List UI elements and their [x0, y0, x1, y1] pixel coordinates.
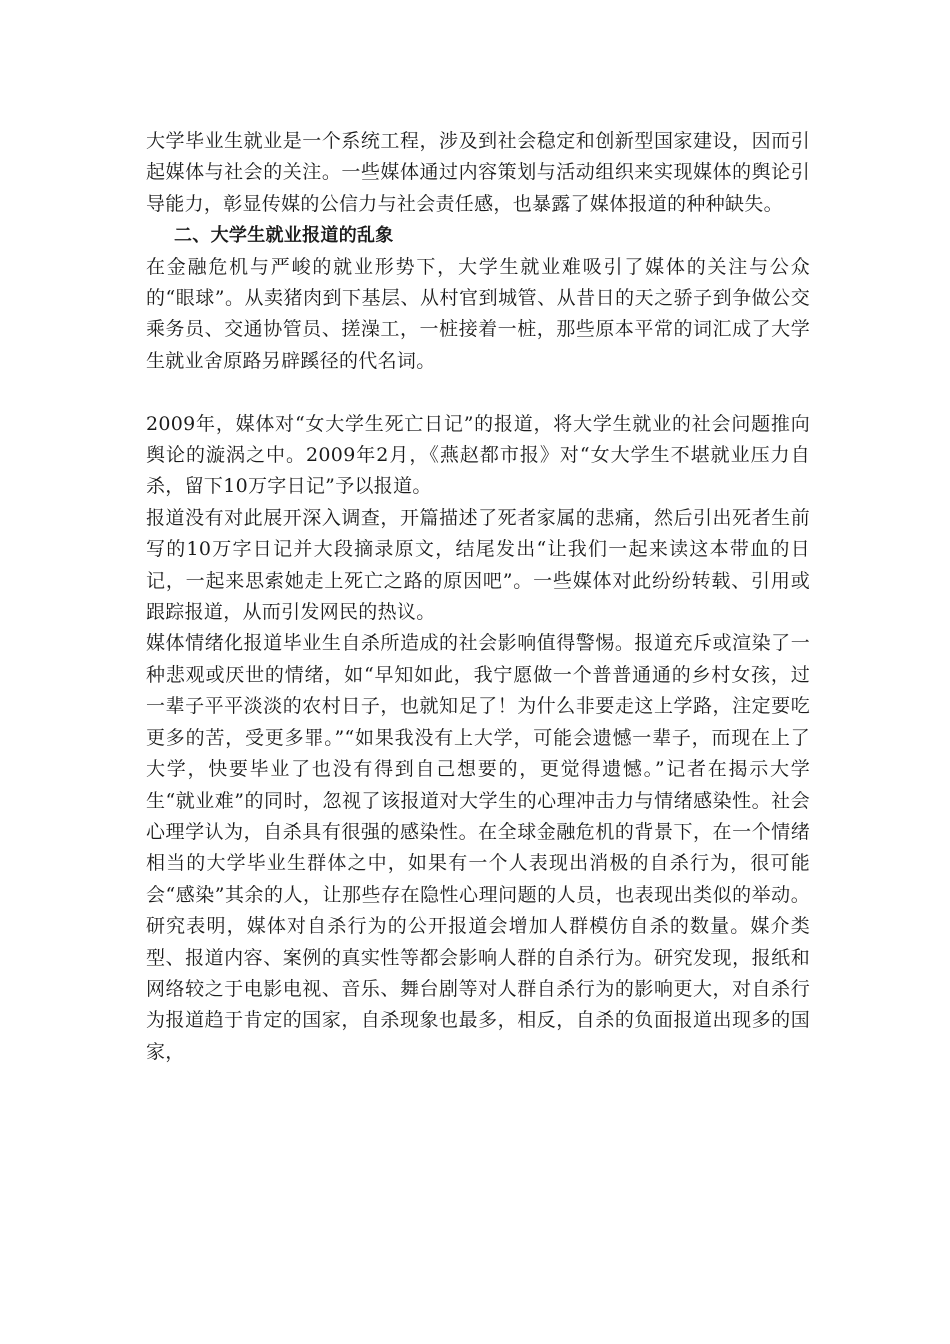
section-heading: 二、大学生就业报道的乱象 [174, 225, 394, 247]
paragraph-report-detail: 报道没有对此展开深入调查，开篇描述了死者家属的悲痛，然后引出死者生前写的10万字日记并大段摘录原文，结尾发出“让我们一起来读这本带血的日记，一起来思索她走上死亡之路的原因吧”。一些媒体对此纷纷转载、引用或跟踪报道，从而引发网民的热议。 [146, 506, 810, 624]
paragraph-intro: 大学毕业生就业是一个系统工程，涉及到社会稳定和创新型国家建设，因而引起媒体与社会的关注。一些媒体通过内容策划与活动组织来实现媒体的舆论引导能力，彰显传媒的公信力与社会责任感，也暴露了媒体报道的种种缺失。 [146, 130, 810, 215]
paragraph-gap [146, 377, 810, 408]
paragraph-chaos: 在金融危机与严峻的就业形势下，大学生就业难吸引了媒体的关注与公众的“眼球”。从卖猪肉到下基层、从村官到城管、从昔日的天之骄子到争做公交乘务员、交通协管员、搓澡工，一桩接着一桩，那些原本平常的词汇成了大学生就业舍原路另辟蹊径的代名词。 [146, 255, 810, 372]
paragraph-2009-report: 2009年，媒体对“女大学生死亡日记”的报道，将大学生就业的社会问题推向舆论的漩涡之中。2009年2月，《燕赵都市报》对“女大学生不堪就业压力自杀，留下10万字日记”予以报道。 [146, 412, 810, 498]
document-body [146, 126, 810, 1068]
paragraph-emotional-reporting: 媒体情绪化报道毕业生自杀所造成的社会影响值得警惕。报道充斥或渲染了一种悲观或厌世的情绪，如“早知如此，我宁愿做一个普普通通的乡村女孩，过一辈子平平淡淡的农村日子，也就知足了！为什么非要走这上学路，注定要吃更多的苦，受更多罪。”“如果我没有上大学，可能会遗憾一辈子，而现在上了大学，快要毕业了也没有得到自己想要的，更觉得遗憾。”记者在揭示大学生“就业难”的同时，忽视了该报道对大学生的心理冲击力与情绪感染性。社会心理学认为，自杀具有很强的感染性。在全球金融危机的背景下，在一个情绪相当的大学毕业生群体之中，如果有一个人表现出消极的自杀行为，很可能会“感染”其余的人，让那些存在隐性心理问题的人员，也表现出类似的举动。研究表明，媒体对自杀行为的公开报道会增加人群模仿自杀的数量。媒介类型、报道内容、案例的真实性等都会影响人群的自杀行为。研究发现，报纸和网络较之于电影电视、音乐、舞台剧等对人群自杀行为的影响更大，对自杀行为报道趋于肯定的国家，自杀现象也最多，相反，自杀的负面报道出现多的国家， [146, 632, 810, 1063]
